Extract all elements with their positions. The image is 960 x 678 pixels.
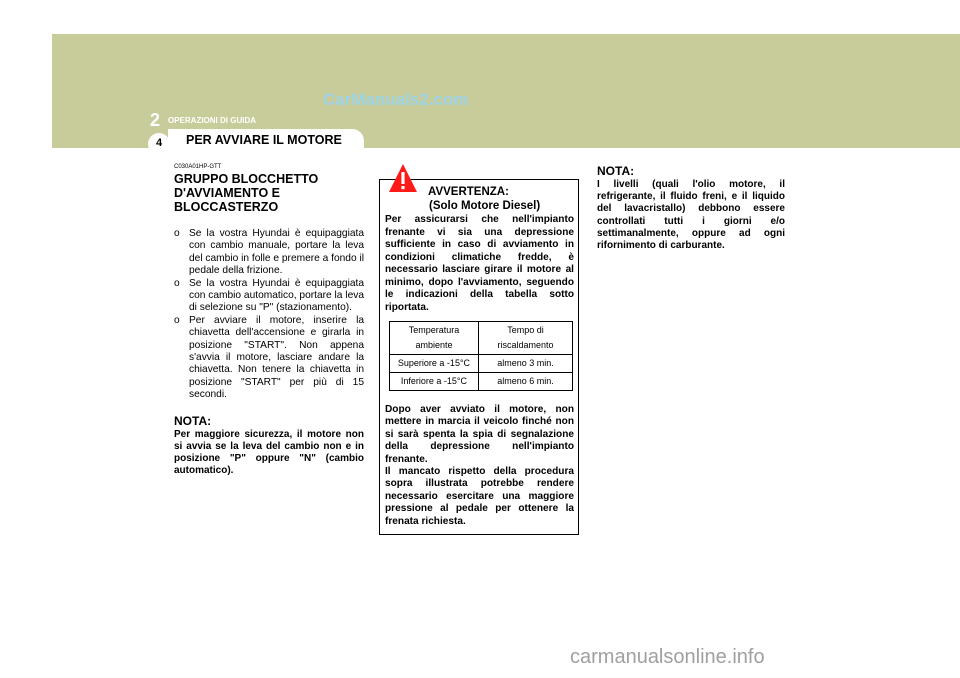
bullet-marker: o [174,314,180,326]
warning-heading: AVVERTENZA: [428,186,509,198]
table-header-cell: Temperatura ambiente [390,322,479,355]
list-item [174,228,364,278]
table-row [390,355,573,373]
note-heading: NOTA: [597,164,635,178]
bullet-text: Se la vostra Hyundai è equipaggiata con cambio manuale, portare la leva del cambio in folle e premere a fondo il pedale della frizione. [189,228,364,277]
list-item [174,315,364,402]
note-text: I livelli (quali l'olio motore, il refrigerante, il fluido freni, e il liquido del lavacristallo) debbono essere controllati tutti i giorni e/o settimanalmente, oppure ad ogni rifornimento di carburante. [597,179,785,252]
note-heading: NOTA: [174,413,212,428]
page-number: 4 [155,137,163,149]
table-row [390,322,573,355]
watermark-bottom: carmanualsonline.info [570,646,765,668]
warning-paragraph: Dopo aver avviato il motore, non mettere in marcia il veicolo finché non si sarà spenta la spia di segnalazione della depressione nell'impianto frenante. [385,404,574,465]
document-code: C030A01HP-GTT [174,164,222,170]
chapter-number: 2 [150,110,161,130]
list-item [174,278,364,315]
bullet-text: Per avviare il motore, inserire la chiavetta dell'accensione e girarla in posizione "START". Non appena s'avvia il motore, lasciare andare la chiavetta. Non tenere la chiavetta in posizione "START" per più di 15 secondi. [189,314,364,401]
left-column [174,164,364,478]
warning-subheading: (Solo Motore Diesel) [429,200,541,212]
section-heading: GRUPPO BLOCCHETTO D'AVVIAMENTO E BLOCCASTERZO [174,172,319,214]
table-cell: Inferiore a -15°C [390,373,479,391]
warning-paragraph: Il mancato rispetto della procedura sopra illustrata potrebbe rendere necessario esercitare una maggiore pressione al pedale per ottenere la frenata richiesta. [385,466,574,527]
exclamation-triangle-icon [388,163,418,193]
watermark-top: CarManuals2.com [323,90,469,109]
table-cell: almeno 3 min. [478,355,572,373]
table-row [390,373,573,391]
bullet-text: Se la vostra Hyundai è equipaggiata con cambio automatico, portare la leva di selezione su "P" (stazionamento). [189,277,364,314]
right-column [597,164,785,252]
chapter-title: OPERAZIONI DI GUIDA [168,116,257,125]
bullet-marker: o [174,277,180,289]
warning-text-top: Per assicurarsi che nell'impianto frenante vi sia una depressione sufficiente in caso di avviamento in condizioni climatiche fredde, è necessario lasciare girare il motore al minimo, dopo l'avviamento, seguendo le indicazioni della tabella sotto riportata. [385,214,574,313]
table-cell: almeno 6 min. [478,373,572,391]
warning-text-bottom [385,404,574,528]
warm-up-table [389,321,573,391]
table-cell: Superiore a -15°C [390,355,479,373]
section-title: PER AVVIARE IL MOTORE [186,133,342,147]
table-header-cell: Tempo di riscaldamento [478,322,572,355]
note-text: Per maggiore sicurezza, il motore non si avvia se la leva del cambio non e in posizione "P" oppure "N" (cambio automatico). [174,428,364,477]
bullet-marker: o [174,228,180,239]
